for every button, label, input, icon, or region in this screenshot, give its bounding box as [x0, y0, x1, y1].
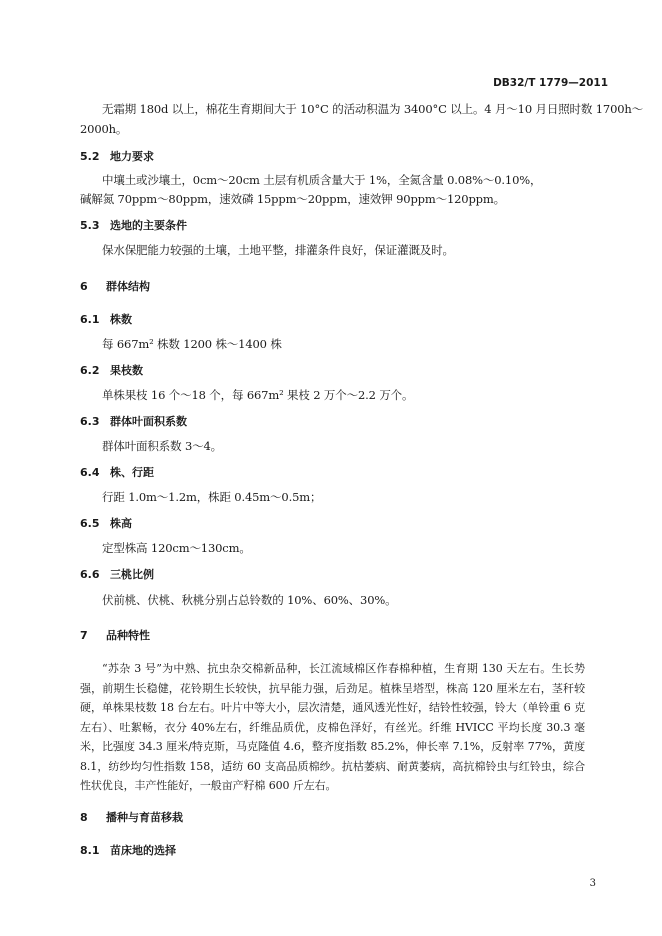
soil-text-line1: 中壤土或沙壤土，0cm～20cm 土层有机质含量大于 1%，全氮含量 0.08%～0.10%， [102, 173, 542, 187]
section-6-heading [80, 278, 150, 294]
leaf-area-text: 群体叶面积系数 3～4。 [102, 439, 222, 453]
section-8-1-heading [80, 842, 176, 858]
section-6-3-heading [80, 413, 187, 429]
standard-code: DB32/T 1779—2011 [493, 77, 608, 89]
section-8-heading [80, 809, 183, 825]
section-title: 果枝数 [110, 364, 143, 377]
section-number: 6 [80, 280, 88, 293]
section-title: 选地的主要条件 [110, 219, 187, 232]
section-number: 6.3 [80, 415, 100, 428]
section-title: 播种与育苗移栽 [106, 811, 183, 824]
section-6-1-heading [80, 311, 132, 327]
section-6-5-heading [80, 515, 132, 531]
section-title: 株数 [110, 313, 132, 326]
section-title: 品种特性 [106, 629, 150, 642]
site-condition-text: 保水保肥能力较强的土壤，土地平整，排灌条件良好，保证灌溉及时。 [102, 243, 454, 257]
section-number: 8.1 [80, 844, 100, 857]
spacing-text: 行距 1.0m～1.2m，株距 0.45m～0.5m； [102, 490, 322, 504]
section-5-3-heading [80, 217, 187, 233]
section-title: 群体结构 [106, 280, 150, 293]
section-number: 6.1 [80, 313, 100, 326]
section-title: 三桃比例 [110, 568, 154, 581]
section-number: 6.4 [80, 466, 100, 479]
soil-text-line2: 碱解氮 70ppm～80ppm，速效磷 15ppm～20ppm，速效钾 90ppm～120ppm。 [80, 192, 505, 206]
page-number: 3 [589, 878, 596, 889]
plant-height-text: 定型株高 120cm～130cm。 [102, 541, 251, 555]
section-title: 地力要求 [110, 150, 154, 163]
section-6-2-heading [80, 362, 143, 378]
section-number: 5.3 [80, 219, 100, 232]
boll-ratio-text: 伏前桃、伏桃、秋桃分别占总铃数的 10%、60%、30%。 [102, 593, 397, 607]
section-number: 6.6 [80, 568, 100, 581]
section-title: 株高 [110, 517, 132, 530]
fruit-branch-text: 单株果枝 16 个～18 个，每 667m² 果枝 2 万个～2.2 万个。 [102, 388, 414, 402]
section-number: 5.2 [80, 150, 100, 163]
climate-text-line1: 无霜期 180d 以上，棉花生育期间大于 10°C 的活动积温为 3400°C 以上。4 月～10 月日照时数 1700h～ [102, 102, 644, 116]
section-number: 8 [80, 811, 88, 824]
climate-text-line2: 2000h。 [80, 122, 128, 136]
section-title: 株、行距 [110, 466, 154, 479]
section-6-4-heading [80, 464, 154, 480]
plant-count-text: 每 667m² 株数 1200 株～1400 株 [102, 337, 282, 351]
section-number: 7 [80, 629, 88, 642]
section-number: 6.2 [80, 364, 100, 377]
section-7-heading [80, 627, 150, 643]
section-6-6-heading [80, 566, 154, 582]
section-5-2-heading [80, 148, 154, 164]
section-number: 6.5 [80, 517, 100, 530]
section-title: 苗床地的选择 [110, 844, 176, 857]
section-title: 群体叶面积系数 [110, 415, 187, 428]
variety-description-paragraph: “苏杂 3 号”为中熟、抗虫杂交棉新品种，长江流域棉区作春棉种植，生育期 130 天左右。生长势强，前期生长稳健，花铃期生长较快，抗早能力强，后劲足。植株呈塔型，株高 120 厘米左右，茎秆较硬，单株果枝数 18 台左右。叶片中等大小，层次清楚，通风透光性好，结铃性较强，铃大（单铃重 6 克左右）、吐絮畅，衣分 40%左右，纤维品质优，皮棉色泽好，有丝光。纤维 HVICC 平均长度 30.3 毫米，比强度 34.3 厘米/特克斯，马克隆值 4.6，整齐度指数 85.2%，伸长率 7.1%，反射率 77%，黄度 8.1，纺纱均匀性指数 158，适纺 60 支高品质棉纱。抗枯萎病、耐黄萎病，高抗棉铃虫与红铃虫，综合性状优良，丰产性能好，一般亩产籽棉 600 斤左右。 [80, 662, 585, 792]
